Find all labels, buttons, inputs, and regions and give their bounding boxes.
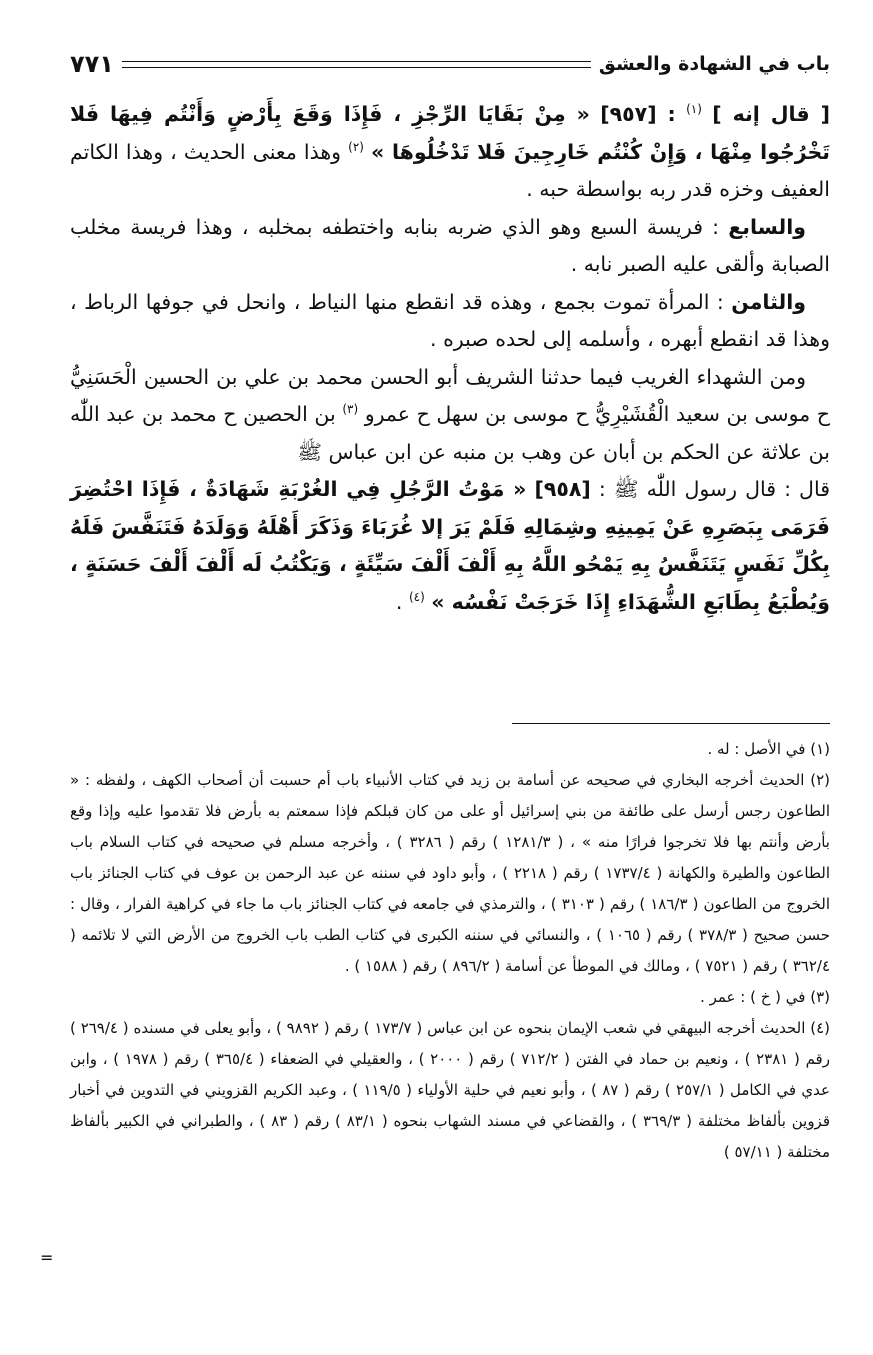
hadith-number-957: : [٩٥٧] <box>600 102 676 126</box>
paragraph-2 <box>70 209 830 284</box>
p1-rest: وهذا معنى الحديث ، وهذا الكاتم العفيف وخزه قدر ربه بواسطة حبه . <box>70 139 830 201</box>
footnote-ref-1: (١) <box>686 102 702 117</box>
continuation-mark: = <box>40 1248 54 1267</box>
chapter-title: باب في الشهادة والعشق <box>598 53 830 75</box>
paragraph-1 <box>70 96 830 209</box>
hadith-number-958: [٩٥٨] <box>534 477 591 501</box>
paragraph-5 <box>70 471 830 621</box>
footnotes <box>70 734 830 1168</box>
footnote-ref-4: (٤) <box>408 589 425 604</box>
p5-intro: قال : قال رسول اللّٰه ﷺ : <box>598 477 830 501</box>
paragraph-3 <box>70 284 830 359</box>
page-header <box>70 44 830 84</box>
p2-text: : فريسة السبع وهو الذي ضربه بنابه واختطفه بمخلبه ، وهذا فريسة مخلب الصبابة وألقى عليه الصبر نابه . <box>70 214 830 276</box>
footnote-ref-2: (٢) <box>348 139 364 154</box>
footnote-3: (٣) في ( خ ) : عمر . <box>700 988 830 1006</box>
p3-text: : المرأة تموت بجمع ، وهذه قد انقطع منها النياط ، وانحل في جوفها الرباط ، وهذا قد انقطع أبهره ، وأسلمه إلى لحده صبره . <box>70 289 830 351</box>
p2-lead: والسابع <box>728 214 806 239</box>
hadith-quote-957: « مِنْ بَقَايَا الرِّجْزِ ، فَإِذَا وَقَعَ بِأَرْضٍ وَأَنْتُم فِيهَا فَلا تَخْرُجُوا مِنْهَا ، وَإِنْ كُنْتُم خَارِجِينَ فَلا تَدْخُلُوهَا » <box>70 102 830 164</box>
footnote-divider <box>512 723 830 724</box>
footnote-1: (١) في الأصل : له . <box>707 740 830 758</box>
hadith-quote-958: « مَوْتُ الرَّجُلِ فِي الغُرْبَةِ شَهَادَةٌ ، فَإِذَا احْتُضِرَ فَرَمَى بِبَصَرِهِ عَنْ يَمِينِهِ وشِمَالِهِ فَلَمْ يَرَ إلا غُرَبَاءَ وَذَكَرَ أَهْلَهُ وَوَلَدَهُ فَتَنَفَّسَ فَلَهُ بِكُلِّ نَفَسٍ يَتَنَفَّسُ بِهِ يَمْحُو اللَّهُ بِهِ أَلْفَ أَلْفَ سَيِّئَةٍ ، وَيَكْتُبُ لَه أَلْفَ أَلْفَ حَسَنَةٍ ، وَيُطْبَعُ بِطَابَعِ الشُّهَدَاءِ إِذَا خَرَجَتْ نَفْسُه » <box>70 477 830 614</box>
p1-intro: [ قال إنه ] <box>712 102 830 126</box>
footnote-4: (٤) الحديث أخرجه البيهقي في شعب الإيمان بنحوه عن ابن عباس ( ١٧٣/٧ ) رقم ( ٩٨٩٢ ) ، وأبو يعلى في مسنده ( ٢٦٩/٤ ) رقم ( ٢٣٨١ ) ، ونعيم بن حماد في الفتن ( ٧١٢/٢ ) رقم ( ٢٠٠٠ ) ، والعقيلي في الضعفاء ( ٣٦٥/٤ ) رقم ( ١٩٧٨ ) ، وابن عدي في الكامل ( ٢٥٧/١ ) رقم ( ٨٧ ) ، وأبو نعيم في حلية الأولياء ( ١١٩/٥ ) ، وعبد الكريم القزويني في التدوين في أخبار قزوين بألفاظ مختلفة ( ٣٦٩/٣ ) ، والقضاعي في مسند الشهاب بنحوه ( ٨٣/١ ) رقم ( ٨٣ ) ، والطبراني في الكبير بألفاظ مختلفة ( ٥٧/١١ ) <box>70 1019 831 1161</box>
paragraph-4 <box>70 359 830 472</box>
p3-lead: والثامن <box>731 289 806 314</box>
main-text <box>70 96 830 621</box>
p4-chain-a: ومن الشهداء الغريب فيما حدثنا الشريف أبو الحسن محمد بن علي بن الحسين الْحَسَنِيُّ ح موسى بن سعيد الْقُشَيْرِيُّ ح موسى بن سهل ح عمرو <box>70 364 830 426</box>
p5-end: . <box>395 589 403 614</box>
footnote-ref-3: (٣) <box>342 402 359 417</box>
page-number: ٧٧١ <box>70 50 114 78</box>
footnote-2: (٢) الحديث أخرجه البخاري في صحيحه عن أسامة بن زيد في كتاب الأنبياء باب أم حسبت أن أصحاب الكهف ، ولفظه : « الطاعون رجس أرسل على طائفة من بني إسرائيل أو على من كان قبلكم فإذا سمعتم به بأرض فلا تقدموا عليه وإذا وقع بأرض وأنتم بها فلا تخرجوا فرارًا منه » ، ( ١٢٨١/٣ ) رقم ( ٣٢٨٦ ) ، وأخرجه مسلم في صحيحه في كتاب السلام باب الطاعون والطيرة والكهانة ( ١٧٣٧/٤ ) رقم ( ٢٢١٨ ) ، وأبو داود في سننه عن عبد الرحمن بن عوف في كتاب الجنائز باب الخروج من الطاعون ( ١٨٦/٣ ) رقم ( ٣١٠٣ ) ، والترمذي في جامعه في كتاب الجنائز باب ما جاء في كراهية الفرار ، وقال : حسن صحيح ( ٣٧٨/٣ ) رقم ( ١٠٦٥ ) ، والنسائي في سننه الكبرى في كتاب الطب باب الخروج من الأرض التي لا تلائمه ( ٣٦٢/٤ ) رقم ( ٧٥٢١ ) ، ومالك في الموطأ عن أسامة ( ٨٩٦/٢ ) رقم ( ١٥٨٨ ) . <box>70 771 830 975</box>
p4-chain-b: بن الحصين ح محمد بن عبد اللّٰه بن علاثة عن الحكم بن أبان عن وهب بن منبه عن ابن عباس ﷺ <box>70 402 830 464</box>
header-rule <box>122 61 591 68</box>
